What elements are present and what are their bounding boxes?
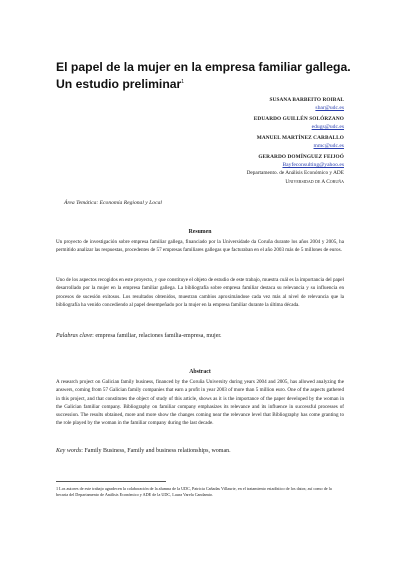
- abstract-paragraph: A research project on Galician family business, financed by the Coruña University during years 2004 and 2005, has allowed analyzing the answers, coming from 57 Galician family companies that earn a profit in year 2003 of more than 5 million euro. One of the aspects gathered in this project, and that constitutes the object of study of this article, shows as it is the importance of the paper developed by the woman in the Galician familiar company. Bibliography on familiar company emphasizes its relevance and its influence in successful processes of succession. The results obtained, more and more show the changes coming near the relevance level that Bibliography has come granting to the role played by the woman in the familiar company during the last decade.: [56, 379, 344, 427]
- title-footnote-marker: 1: [181, 79, 185, 85]
- author-name: SUSANA BARBEITO ROIBAL: [269, 96, 344, 103]
- abstract-keywords: [56, 448, 344, 454]
- resumen-paragraph-2: Uno de los aspectos recogidos en este proyecto, y que constituye el objeto de estudio de este trabajo, muestra cuál es la importancia del papel desarrollado por la mujer en la empresa familiar gallega. La bibliografía sobre empresa familiar destaca su relevancia y su influencia en procesos de sucesión exitosos. Los resultados obtenidos, muestran cambios aproximándose cada vez más al nivel de relevancia que la bibliografía ha venido concediendo al papel desempeñado por la mujer en la empresa familiar durante la última década.: [56, 277, 344, 308]
- affiliation-university: Universidad de A Coruña: [285, 178, 344, 185]
- keywords-label: Palabras clave: [56, 333, 93, 339]
- author-email-link[interactable]: sbar@udc.es: [315, 104, 344, 111]
- footnote-divider: [56, 481, 166, 482]
- resumen-paragraph-1: Un proyecto de investigación sobre empresa familiar gallega, financiado por la Universidade da Coruña durante los años 2004 y 2005, ha permitido analizar las respuestas, procedentes de 57 empresas familiares gallegas que facturaban en el año 2003 más de 5 millones de euros.: [56, 239, 344, 254]
- paper-title: [56, 60, 356, 92]
- footnote: 1 Los autores de este trabajo agradecen la colaboración de la alumna de la UDC, Patricia Cañadas Villaurie, en el tratamiento estadístico de los datos; así como de la becaria del Departamento de Análisis Económico y ADE de la UDC, Laura Varela Candamio.: [56, 486, 332, 497]
- affiliation-department: Departamento. de Análisis Económico y ADE: [246, 170, 344, 177]
- keywords-label: Key words: [56, 448, 82, 454]
- author-name: EDUARDO GUILLÉN SOLÓRZANO: [253, 115, 344, 122]
- keywords-text: : empresa familiar, relaciones familia-empresa, mujer.: [92, 333, 222, 339]
- keywords-text: : Family Business, Family and business relationships, woman.: [81, 448, 231, 454]
- author-email-link[interactable]: edugs@udc.es: [311, 123, 344, 130]
- author-email-link[interactable]: mmc@udc.es: [313, 142, 344, 149]
- abstract-heading: Abstract: [189, 369, 211, 375]
- resumen-keywords: [56, 333, 344, 339]
- author-name: MANUEL MARTÍNEZ CARBALLO: [256, 134, 344, 141]
- paper-title-text: El papel de la mujer en la empresa familiar gallega. Un estudio preliminar: [56, 60, 351, 92]
- thematic-area: Área Temática: Economía Regional y Local: [64, 200, 162, 206]
- author-email-link[interactable]: Bayfeconsulting@yahoo.es: [282, 162, 344, 169]
- resumen-heading: Resumen: [188, 229, 212, 235]
- author-block: [104, 93, 344, 186]
- author-name: GERARDO DOMÍNGUEZ FEIJOÓ: [258, 153, 344, 160]
